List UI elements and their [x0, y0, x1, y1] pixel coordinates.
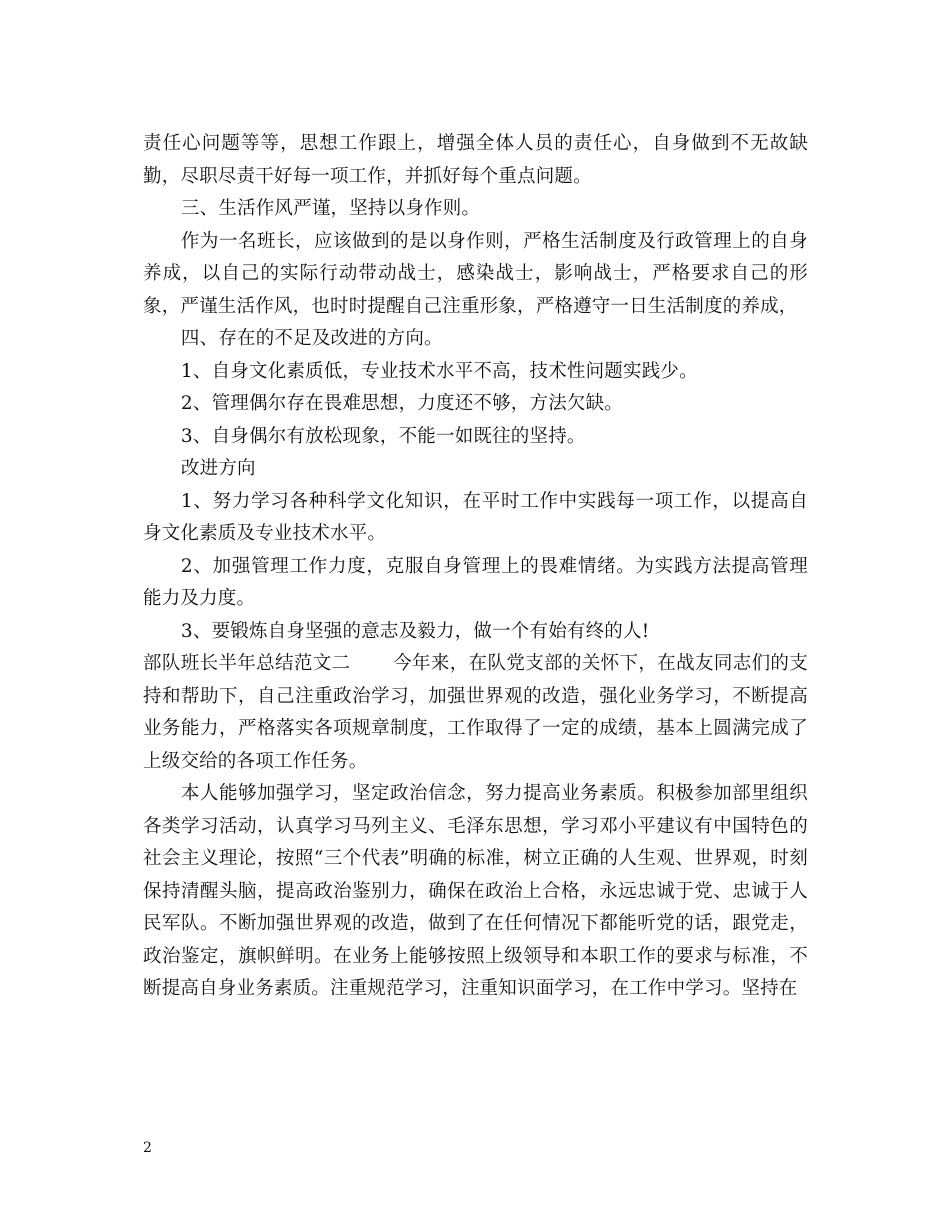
paragraph: 作为一名班长，应该做到的是以身作则，严格生活制度及行政管理上的自身养成，以自己的实际行动带动战士，感染战士，影响战士，严格要求自己的形象，严谨生活作风，也时时提醒自己注重形象，严格遵守一日生活制度的养成，	[143, 230, 808, 317]
paragraph: 责任心问题等等，思想工作跟上，增强全体人员的责任心，自身做到不无故缺勤，尽职尽责干好每一项工作，并抓好每个重点问题。	[143, 133, 808, 187]
paragraph: 3、自身偶尔有放松现象，不能一如既往的坚持。	[180, 425, 586, 447]
document-body	[143, 128, 808, 1006]
paragraph: 2、管理偶尔存在畏难思想，力度还不够，方法欠缺。	[180, 393, 623, 414]
section-heading: 部队班长半年总结范文二	[143, 653, 351, 674]
paragraph: 三、生活作风严谨，坚持以身作则。	[180, 198, 481, 219]
paragraph: 改进方向	[180, 458, 256, 479]
paragraph: 3、要锻炼自身坚强的意志及毅力，做一个有始有终的人!	[180, 620, 650, 642]
paragraph: 1、自身文化素质低，专业技术水平不高，技术性问题实践少。	[180, 360, 698, 382]
section-two-text: 今年来，在队党支部的关怀下，在战友同志们的支持和帮助下，自己注重政治学习，加强世界观的改造，强化业务学习，不断提高业务能力，严格落实各项规章制度，工作取得了一定的成绩，基本上圆满完成了上级交给的各项工作任务。	[143, 653, 808, 772]
section-two-paragraph	[143, 648, 808, 778]
paragraph: 1、努力学习各种科学文化知识，在平时工作中实践每一项工作，以提高自身文化素质及专业技术水平。	[143, 490, 808, 544]
page-number: 2	[143, 1140, 152, 1156]
paragraph: 2、加强管理工作力度，克服自身管理上的畏难情绪。为实践方法提高管理能力及力度。	[143, 555, 808, 609]
paragraph: 四、存在的不足及改进的方向。	[180, 328, 443, 349]
closing-paragraph: 本人能够加强学习，坚定政治信念，努力提高业务素质。积极参加部里组织各类学习活动，认真学习马列主义、毛泽东思想，学习邓小平建议有中国特色的社会主义理论，按照“三个代表”明确的标准，树立正确的人生观、世界观，时刻保持清醒头脑，提高政治鉴别力，确保在政治上合格，永远忠诚于党、忠诚于人民军队。不断加强世界观的改造，做到了在任何情况下都能听党的话，跟党走，政治鉴定，旗帜鲜明。在业务上能够按照上级领导和本职工作的要求与标准，不断提高自身业务素质。注重规范学习，注重知识面学习，在工作中学习。坚持在	[143, 783, 808, 999]
